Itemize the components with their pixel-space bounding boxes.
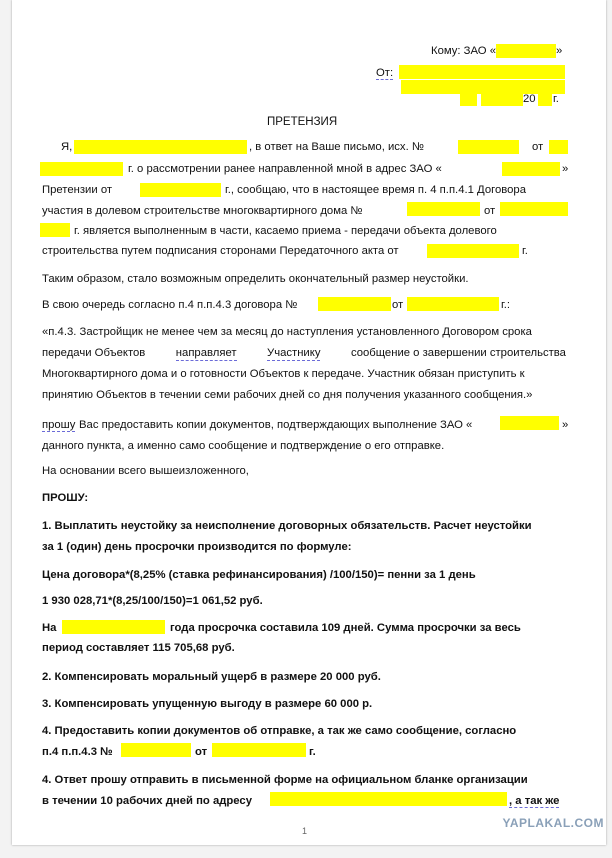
item4a-l2b: от bbox=[195, 746, 208, 758]
redacted-contract-number-2 bbox=[318, 297, 391, 311]
year-suffix: г. bbox=[553, 93, 559, 105]
redacted-company-3 bbox=[500, 416, 559, 430]
redacted-letter-date bbox=[549, 140, 568, 154]
from-label: От: bbox=[376, 67, 394, 79]
from-line bbox=[376, 66, 393, 80]
item4b-l2b bbox=[509, 794, 559, 808]
quote-l2d: сообщение о завершении строительства bbox=[350, 347, 566, 359]
item1-l1: 1. Выплатить неустойку за неисполнение договорных обязательств. Расчет неустойки bbox=[42, 520, 532, 532]
para3-c: г.: bbox=[501, 299, 511, 311]
quote-l2c: Участнику bbox=[267, 347, 321, 359]
delay-l1a: На bbox=[42, 622, 57, 634]
redacted-from-name bbox=[399, 65, 565, 79]
item4a-l1: 4. Предоставить копии документов об отправке, а так же само сообщение, согласно bbox=[42, 725, 517, 737]
para1-l1b: , в ответ на Ваше письмо, исх. № bbox=[249, 141, 424, 153]
redacted-company bbox=[496, 44, 556, 58]
quote-l2a: передачи Объектов bbox=[42, 347, 146, 359]
document-page bbox=[12, 0, 606, 845]
para4-l1c: » bbox=[562, 419, 569, 431]
item2: 2. Компенсировать моральный ущерб в размере 20 000 руб. bbox=[42, 671, 381, 683]
para1-l4a: участия в долевом строительстве многоквартирного дома № bbox=[42, 205, 363, 217]
watermark: YAPLAKAL.COM bbox=[502, 816, 604, 830]
para1-l6b: г. bbox=[522, 245, 528, 257]
item4b-l2b-text: , а так же bbox=[509, 795, 560, 807]
redacted-delay-date bbox=[62, 620, 165, 634]
redacted-address bbox=[270, 792, 507, 806]
redacted-company-2 bbox=[502, 162, 560, 176]
para1-l5a: г. является выполненным в части, касаемо приема - передачи объекта долевого bbox=[74, 225, 497, 237]
prosu-heading: ПРОШУ: bbox=[42, 492, 89, 504]
redacted-contract-number-3 bbox=[121, 743, 191, 757]
quote-l3: Многоквартирного дома и о готовности Объектов к передаче. Участник обязан приступить к bbox=[42, 368, 525, 380]
delay-l2: период составляет 115 705,68 руб. bbox=[42, 642, 235, 654]
para1-l1a: Я, bbox=[61, 141, 73, 153]
para1-l3b: г., сообщаю, что в настоящее время п. 4 п.п.4.1 Договора bbox=[225, 184, 526, 196]
redacted-day bbox=[460, 92, 477, 106]
quote-l4: принятию Объектов в течении семи рабочих дней со дня получения указанного сообщения.» bbox=[42, 389, 533, 401]
para3-b: от bbox=[392, 299, 404, 311]
quote-l2b: направляет bbox=[175, 347, 237, 359]
para1-l1c: от bbox=[532, 141, 544, 153]
redacted-contract-date-2 bbox=[407, 297, 499, 311]
item4a-l2c: г. bbox=[309, 746, 316, 758]
quote-l1: «п.4.3. Застройщик не менее чем за месяц до наступления установленного Договором срока bbox=[42, 326, 532, 338]
item4b-l1: 4. Ответ прошу отправить в письменной форме на официальном бланке организации bbox=[42, 774, 528, 786]
redacted-letter-date-2 bbox=[40, 162, 123, 176]
para4-l1b: Вас предоставить копии документов, подтверждающих выполнение ЗАО « bbox=[79, 419, 473, 431]
formula1: Цена договора*(8,25% (ставка рефинансирования) /100/150)= пенни за 1 день bbox=[42, 569, 476, 581]
redacted-act-date bbox=[427, 244, 519, 258]
quote-l2 bbox=[42, 346, 566, 361]
year-prefix: 20 bbox=[523, 93, 536, 105]
para1-l2b: » bbox=[562, 163, 569, 175]
redacted-month bbox=[481, 92, 523, 106]
to-suffix: » bbox=[556, 45, 563, 57]
redacted-claim-date bbox=[140, 183, 221, 197]
para2: Таким образом, стало возможным определить окончательный размер неустойки. bbox=[42, 273, 469, 285]
para1-l4b: от bbox=[484, 205, 496, 217]
item1-l2: за 1 (один) день просрочки производится по формуле: bbox=[42, 541, 352, 553]
para4-l1a bbox=[42, 418, 75, 432]
document-title: ПРЕТЕНЗИЯ bbox=[267, 116, 338, 128]
redacted-contract-number bbox=[407, 202, 480, 216]
to-prefix: Кому: ЗАО « bbox=[431, 45, 497, 57]
para1-l6a: строительства путем подписания сторонами Передаточного акта от bbox=[42, 245, 399, 257]
to-line bbox=[431, 44, 562, 58]
item4a-l2a: п.4 п.п.4.3 № bbox=[42, 746, 113, 758]
redacted-contract-date bbox=[500, 202, 568, 216]
page-number: 1 bbox=[302, 826, 308, 836]
item4b-l2a: в течении 10 рабочих дней по адресу bbox=[42, 795, 252, 807]
para1-l2a: г. о рассмотрении ранее направленной мной в адрес ЗАО « bbox=[128, 163, 442, 175]
para1-l3a: Претензии от bbox=[42, 184, 113, 196]
formula2: 1 930 028,71*(8,25/100/150)=1 061,52 руб. bbox=[42, 595, 263, 607]
redacted-full-name bbox=[74, 140, 247, 154]
redacted-contract-year bbox=[40, 223, 70, 237]
redacted-letter-number bbox=[458, 140, 519, 154]
redacted-year bbox=[538, 92, 552, 106]
para4-l2: данного пункта, а именно само сообщение и подтверждение о его отправке. bbox=[42, 440, 445, 452]
delay-l1b: года просрочка составила 109 дней. Сумма просрочки за весь bbox=[170, 622, 521, 634]
para5: На основании всего вышеизложенного, bbox=[42, 465, 249, 477]
item3: 3. Компенсировать упущенную выгоду в размере 60 000 р. bbox=[42, 698, 373, 710]
prosu-word: прошу bbox=[42, 419, 76, 431]
para3-a: В свою очередь согласно п.4 п.п.4.3 договора № bbox=[42, 299, 298, 311]
redacted-contract-date-3 bbox=[212, 743, 306, 757]
